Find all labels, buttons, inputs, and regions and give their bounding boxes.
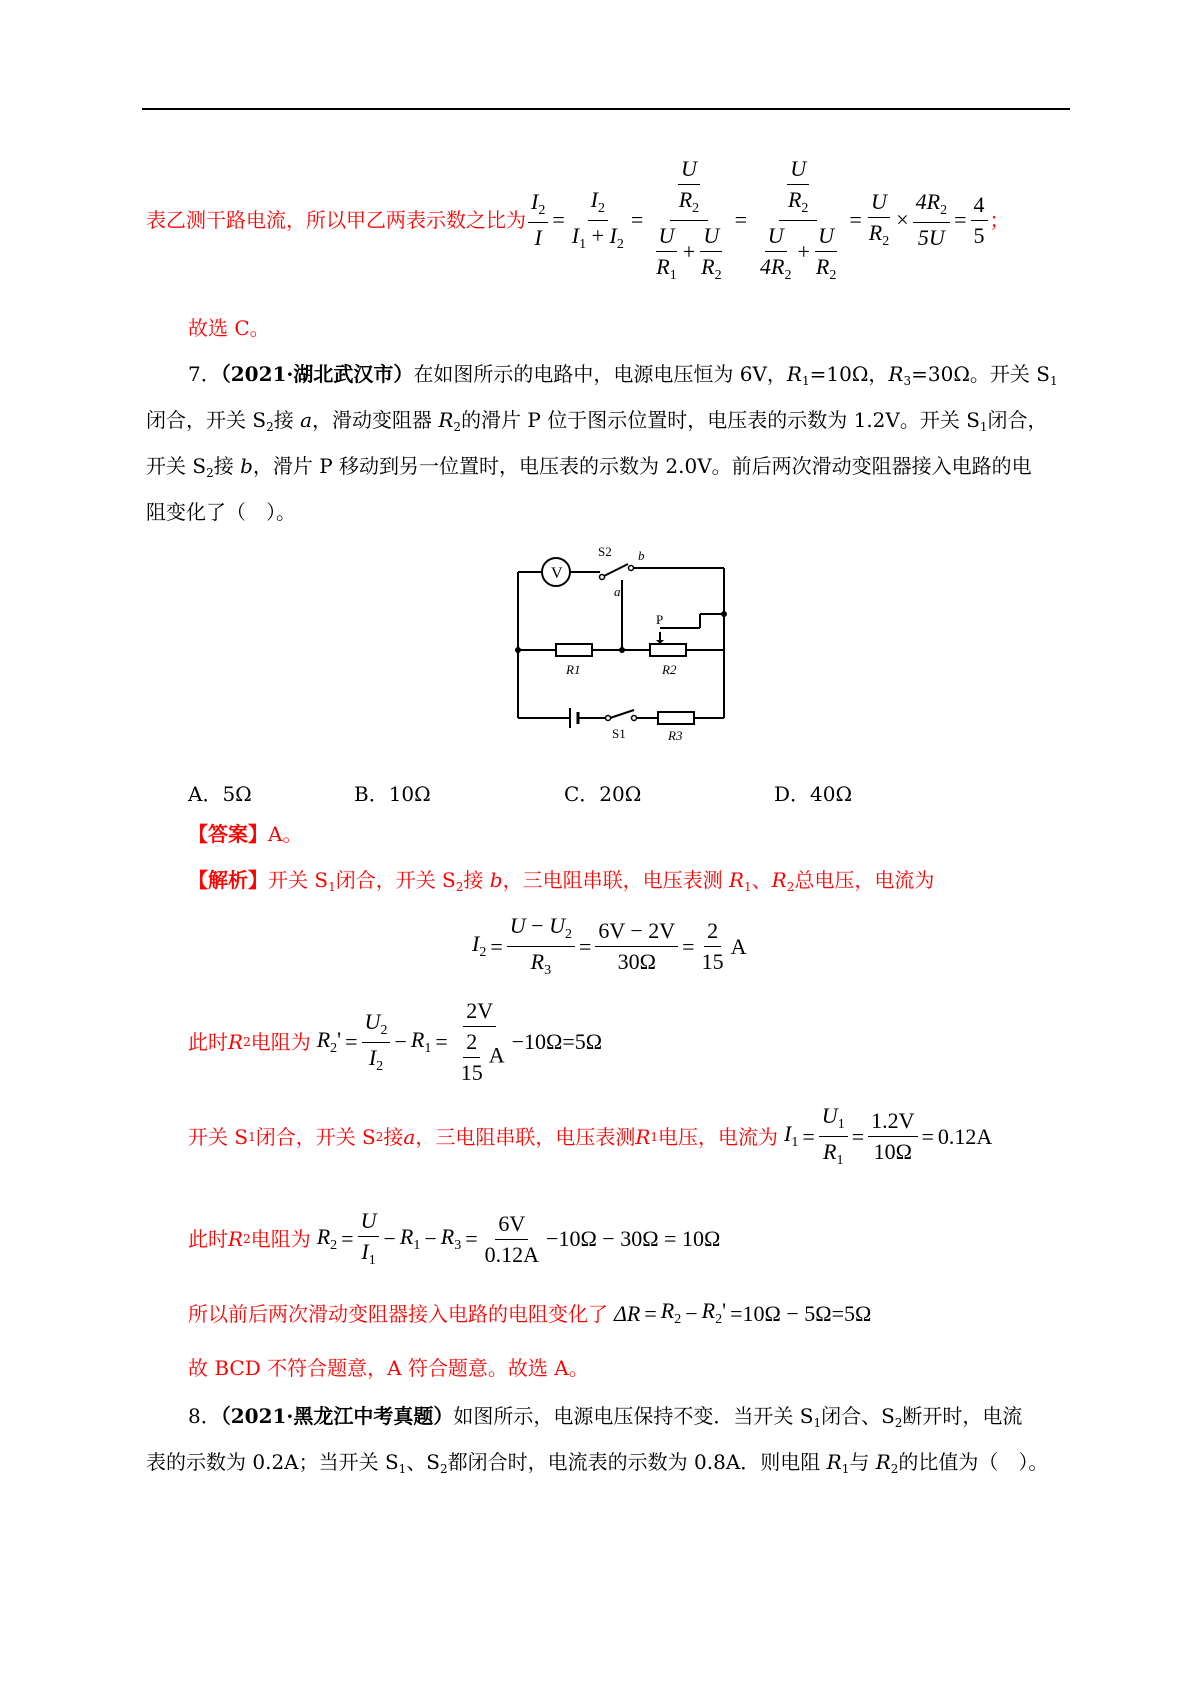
q8-line-2: 表的示数为 0.2A；当开关 $S_1$、$S_2$都闭合时，电流表的示数为 0.8A．则电阻 $R_1$与 $R_2$的比值为（ ）。 bbox=[146, 1450, 1049, 1476]
label-p: P bbox=[656, 612, 664, 627]
formula-i2: $I_2$ = $\frac{U - U_2}{R_3}$ = $\frac{6V - 2V}{30\Omega}$ = $\frac{2}{15}$ A bbox=[472, 913, 747, 978]
resistor-r1 bbox=[556, 644, 592, 656]
q7-source: （2021·湖北武汉市） bbox=[220, 362, 414, 386]
q7-line-3: 开关 $S_2$接 b，滑片 P 移动到另一位置时，电压表的示数为 2.0V。前后两次滑动变阻器接入电路的电 bbox=[146, 454, 1032, 480]
option-c: C．20Ω bbox=[564, 782, 642, 806]
q8-line-1: 8．（2021·黑龙江中考真题）如图所示，电源电压保持不变．当开关 $S_1$闭合、$S_2$断开时，电流 bbox=[188, 1404, 1023, 1430]
circuit-diagram bbox=[500, 540, 760, 740]
label-s2: S2 bbox=[598, 544, 612, 559]
q8-source: （2021·黑龙江中考真题） bbox=[220, 1404, 454, 1428]
label-b: b bbox=[638, 548, 645, 563]
delta-line: 所以前后两次滑动变阻器接入电路的电阻变化了 ΔR = $R_2$ − $R_2'$ =10Ω − 5Ω=5Ω bbox=[188, 1298, 872, 1327]
label-v: V bbox=[551, 565, 563, 582]
q7-line-4: 阻变化了（ ）。 bbox=[146, 500, 296, 524]
resistor-r3 bbox=[658, 712, 694, 724]
final-line: 故 BCD 不符合题意，A 符合题意。故选 A。 bbox=[188, 1356, 589, 1380]
ratio-prefix: 表乙测干路电流，所以甲乙两表示数之比为 bbox=[146, 208, 526, 232]
label-s1: S1 bbox=[612, 726, 626, 740]
ratio-line bbox=[146, 150, 1010, 290]
label-r3: R3 bbox=[668, 728, 683, 740]
ratio-suffix: ； bbox=[989, 208, 1010, 232]
resistor-r2 bbox=[650, 644, 686, 656]
switch-s1-blade bbox=[610, 710, 634, 718]
option-b: B．10Ω bbox=[354, 782, 431, 806]
header-rule bbox=[142, 108, 1070, 110]
label-r1: R1 bbox=[566, 662, 581, 677]
conclusion-c: 故选 C。 bbox=[188, 316, 270, 340]
label-a: a bbox=[614, 584, 621, 599]
switch-s2-blade bbox=[604, 564, 628, 576]
label-r2: R2 bbox=[662, 662, 677, 677]
s1-a-line: 开关 S 1 闭合，开关 S 2 接 a ，三电阻串联，电压表测 R 1 电压，电流为 $I_1$ = $\frac{U_1}{R_1}$ = $\frac{1.2V}{10\Omega}$ = 0.12A bbox=[188, 1103, 993, 1168]
q7-line-1: 7．（2021·湖北武汉市）在如图所示的电路中，电源电压恒为 6V，$R_1=10\Omega$，$R_3=30\Omega$。开关 $S_1$ bbox=[188, 362, 1058, 388]
option-a: A．5Ω bbox=[188, 782, 252, 806]
option-d: D．40Ω bbox=[774, 782, 853, 806]
r2-prime-line: 此时 R 2 电阻为 $R_2'$ = $\frac{U_2}{I_2}$ − $R_1$ = 2V $\frac{2}{15}$ A −10Ω=5Ω bbox=[188, 998, 603, 1085]
analysis-line-1: 【解析】开关 $S_1$闭合，开关 $S_2$接 b，三电阻串联，电压表测 $R_1$、$R_2$总电压，电流为 bbox=[188, 868, 935, 894]
r2-line: 此时 R 2 电阻为 $R_2$ = $\frac{U}{I_1}$ − $R_1$ − $R_3$ = $\frac{6V}{0.12A}$ −10Ω − 30Ω = 10Ω bbox=[188, 1208, 721, 1268]
q7-line-2: 闭合，开关 $S_2$接 a，滑动变阻器 $R_2$的滑片 P 位于图示位置时，电压表的示数为 1.2V。开关 $S_1$闭合， bbox=[146, 408, 1048, 434]
answer-line: 【答案】A。 bbox=[188, 822, 303, 846]
ratio-formula: $\frac{I_2}{I}$ = $\frac{I_2}{I_1 + I_2}$ = $\frac{U}{R_2}$ $\frac{U}{R_1}$ + $\frac{U}{R_2}$ = $\frac{U}{R_2}$ $\frac{U}{4R_2}$ + $\frac{U}{R_2}$ = $\frac{U}{R_2}$ × $\frac{4R_2}{5U}$ = $\frac{4}{5}$ bbox=[526, 158, 990, 283]
